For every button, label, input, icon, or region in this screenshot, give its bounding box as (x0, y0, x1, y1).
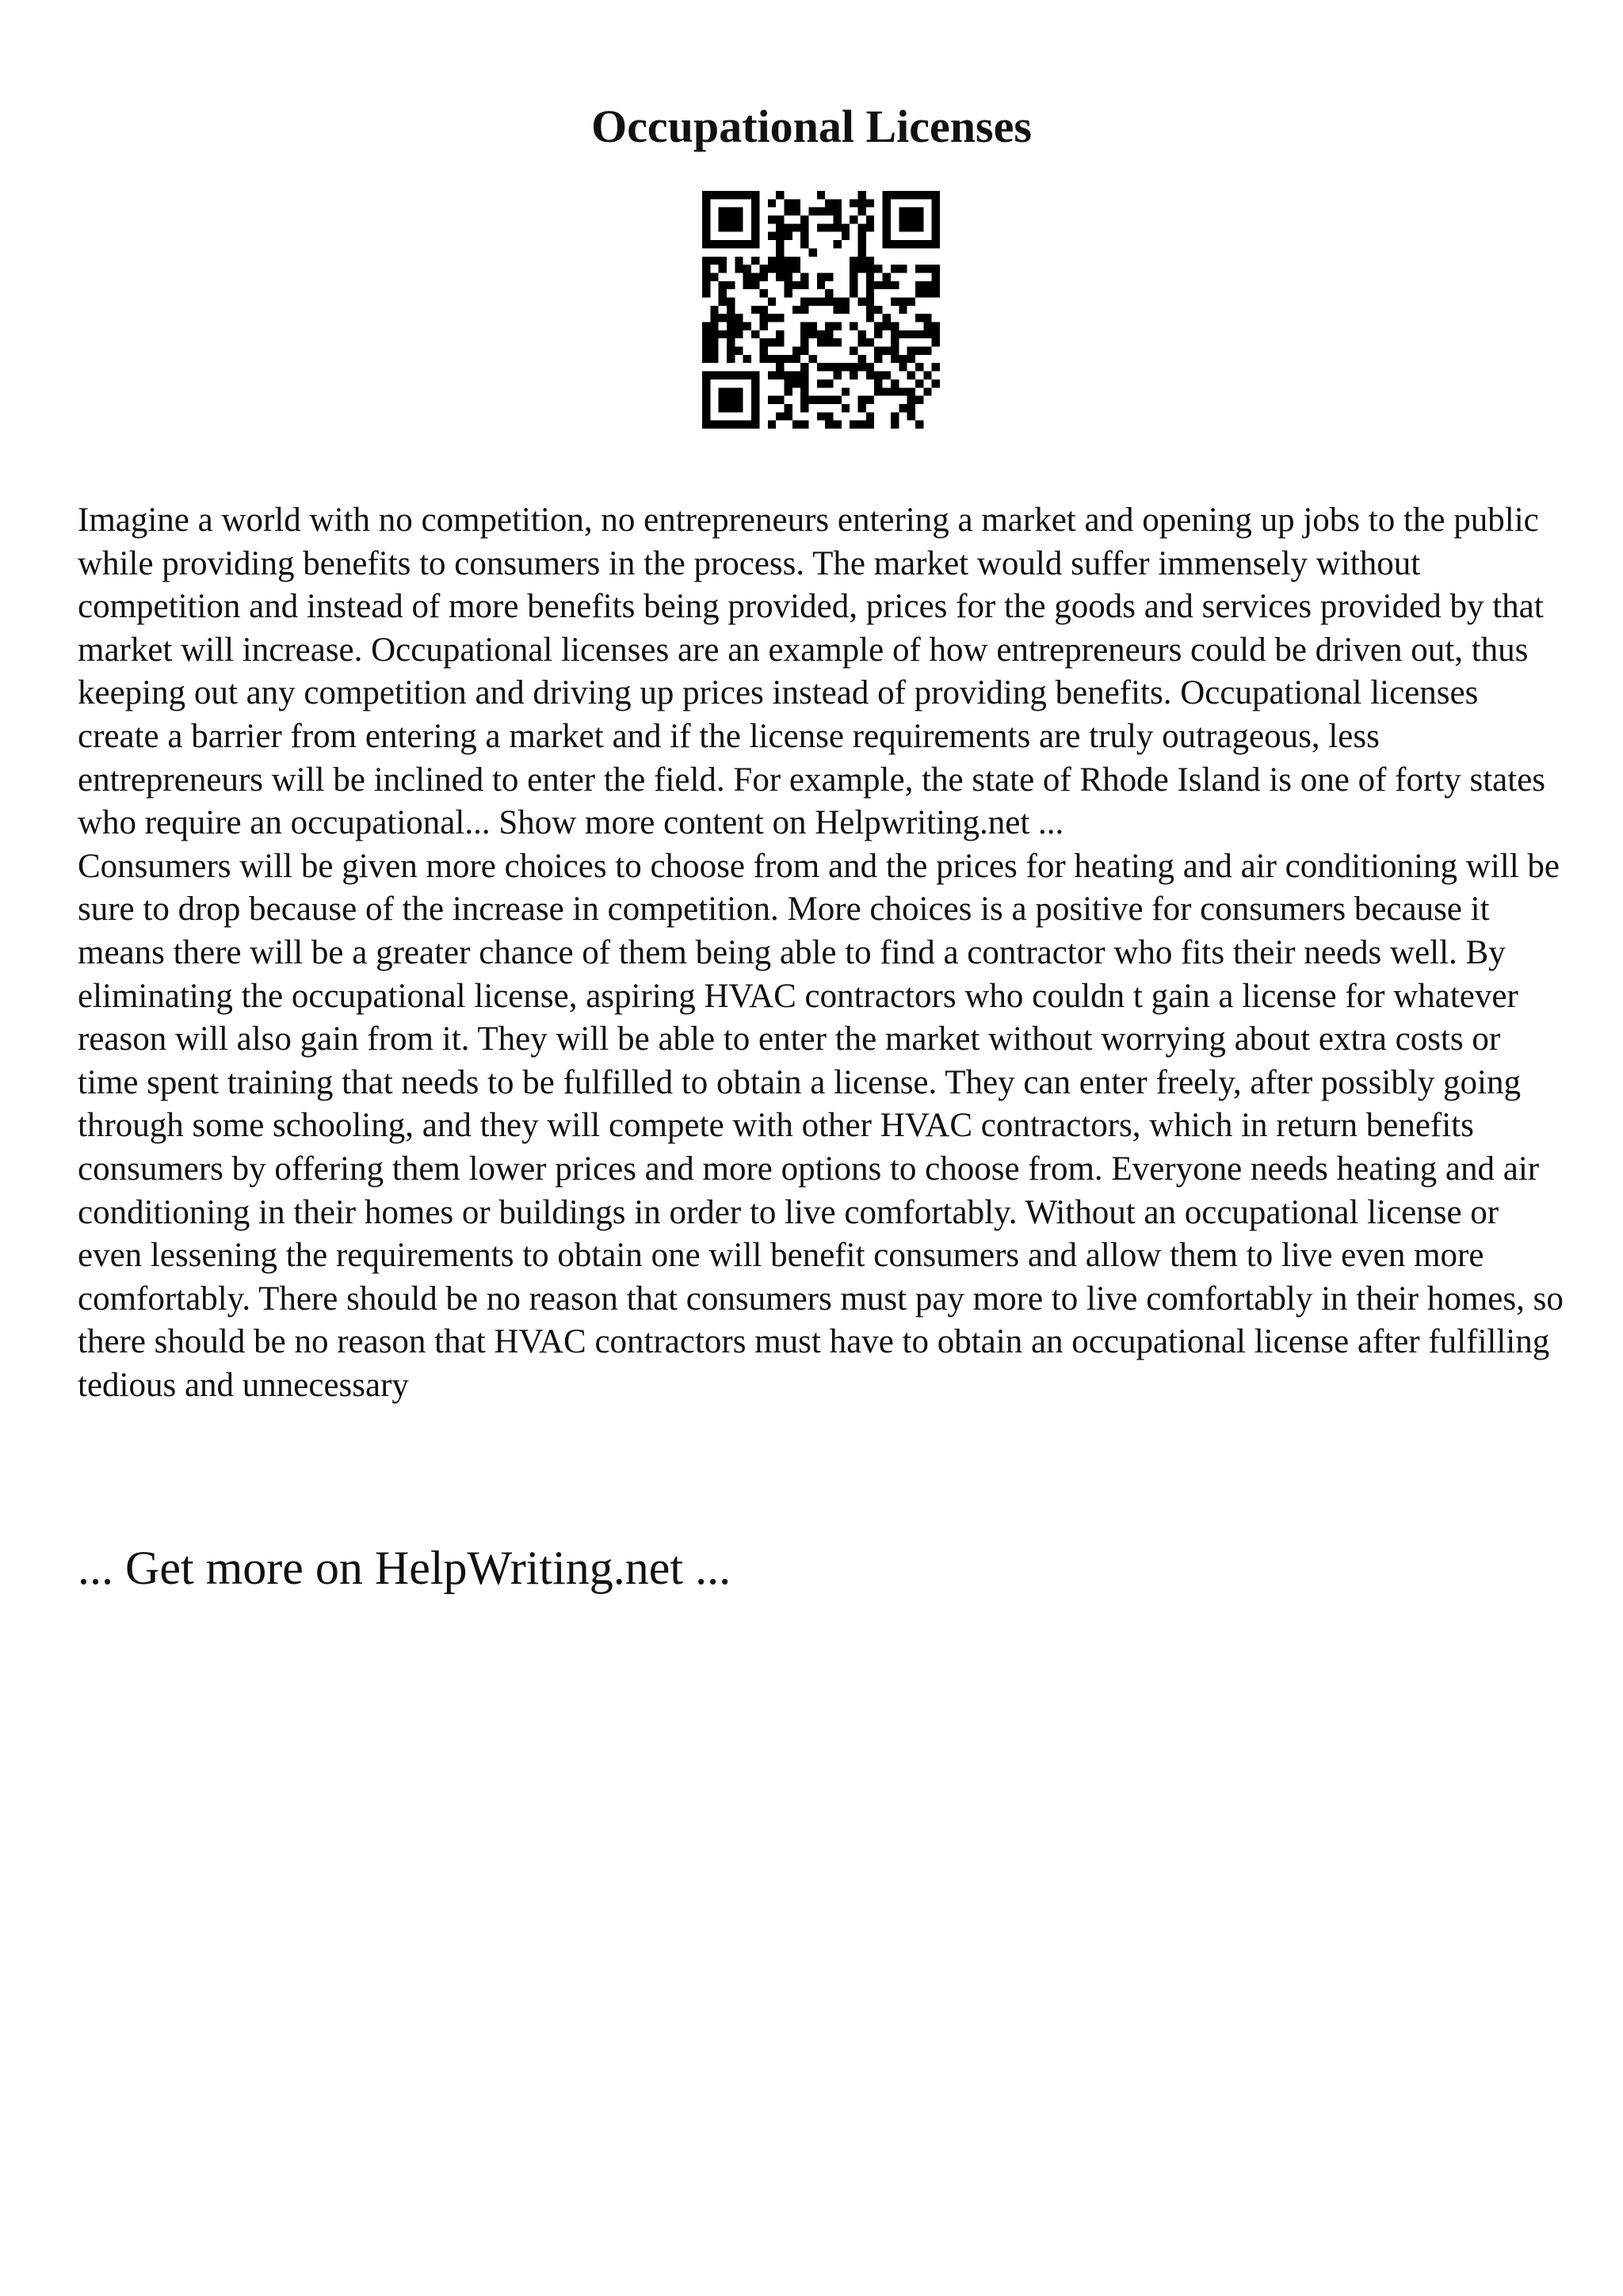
qr-code-icon[interactable] (702, 189, 940, 431)
paragraph-continued: Consumers will be given more choices to choose from and the prices for heating and air conditioning will be sure to drop because of the increase in competition. More choices is a positive for consumers because it means there will be a greater chance of them being able to find a contractor who fits their needs well. By eliminating the occupational license, aspiring HVAC contractors who couldn t gain a license for whatever reason will also gain from it. They will be able to enter the market without worrying about extra costs or time spent training that needs to be fulfilled to obtain a license. They can enter freely, after possibly going through some schooling, and they will compete with other HVAC contractors, which in return benefits consumers by offering them lower prices and more options to choose from. Everyone needs heating and air conditioning in their homes or buildings in order to live comfortably. Without an occupational license or even lessening the requirements to obtain one will benefit consumers and allow them to live even more comfortably. There should be no reason that consumers must pay more to live comfortably in their homes, so there should be no reason that HVAC contractors must have to obtain an occupational license after fulfilling tedious and unnecessary (78, 847, 1564, 1404)
paragraph-intro: Imagine a world with no competition, no entrepreneurs entering a market and opening up jobs to the public while providing benefits to consumers in the process. The market would suffer immensely without competition and instead of more benefits being provided, prices for the goods and services provided by that market will increase. Occupational licenses are an example of how entrepreneurs could be driven out, thus keeping out any competition and driving up prices instead of providing benefits. Occupational licenses create a barrier from entering a market and if the license requirements are truly outrageous, less entrepreneurs will be inclined to enter the field. For example, the state of Rhode Island is one of forty states who require an occupational... Show more content on Helpwriting.net ... (78, 502, 1546, 842)
get-more-link[interactable]: ... Get more on HelpWriting.net ... (78, 1542, 731, 1594)
article-body (78, 499, 1568, 1407)
page-title: Occupational Licenses (591, 101, 1032, 152)
